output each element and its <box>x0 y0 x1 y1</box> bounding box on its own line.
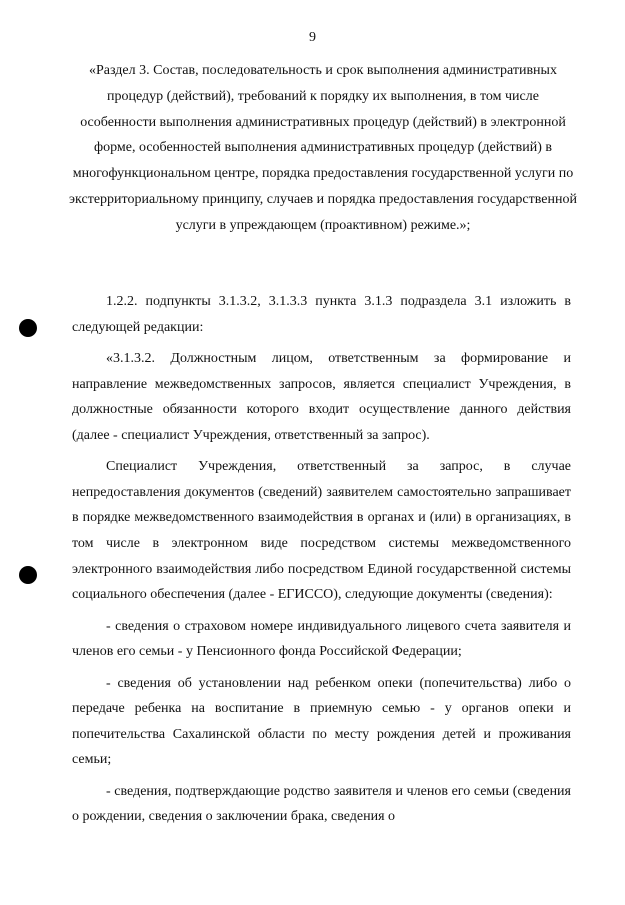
page-number: 9 <box>309 30 316 45</box>
paragraph-specialist: Специалист Учреждения, ответственный за запрос, в случае непредоставления документов (сведений) заявителем самостоятельно запрашивает в порядке межведомственного взаимодействия в органах и (или) в организациях, в том числе в электронном виде посредством системы межведомственного электронного взаимодействия либо посредством Единой государственной системы социального обеспечения (далее - ЕГИССО), следующие документы (сведения): <box>72 459 571 603</box>
paragraph-item-snils: - сведения о страховом номере индивидуального лицевого счета заявителя и членов его семьи - у Пенсионного фонда Российской Федерации; <box>72 618 571 660</box>
paragraph-item-kinship: - сведения, подтверждающие родство заявителя и членов его семьи (сведения о рождении, сведения о заключении брака, сведения о <box>72 783 571 825</box>
paragraph-amendment: 1.2.2. подпункты 3.1.3.2, 3.1.3.3 пункта 3.1.3 подраздела 3.1 изложить в следующей редакции: <box>72 294 571 335</box>
paragraph-official: «3.1.3.2. Должностным лицом, ответственным за формирование и направление межведомственных запросов, является специалист Учреждения, в должностные обязанности которого входит осуществление данного действия (далее - специалист Учреждения, ответственный за запрос). <box>72 350 571 443</box>
hole-punch-mark <box>19 319 37 337</box>
paragraph-item-guardianship: - сведения об установлении над ребенком опеки (попечительства) либо о передаче ребенка на воспитание в приемную семью - у органов опеки и попечительства Сахалинской области по месту рождения детей и проживания семьи; <box>72 675 571 768</box>
document-body <box>72 289 571 836</box>
section-heading: «Раздел 3. Состав, последовательность и срок выполнения административных процедур (действий), требований к порядку их выполнения, в том числе особенности выполнения административных процедур (действий) в электронной форме, особенностей выполнения административных процедур (действий) в многофункциональном центре, порядка предоставления государственной услуги по экстерриториальному принципу, случаев и порядка предоставления государственной услуги в упреждающем (проактивном) режиме.»; <box>69 63 577 233</box>
hole-punch-mark <box>19 566 37 584</box>
